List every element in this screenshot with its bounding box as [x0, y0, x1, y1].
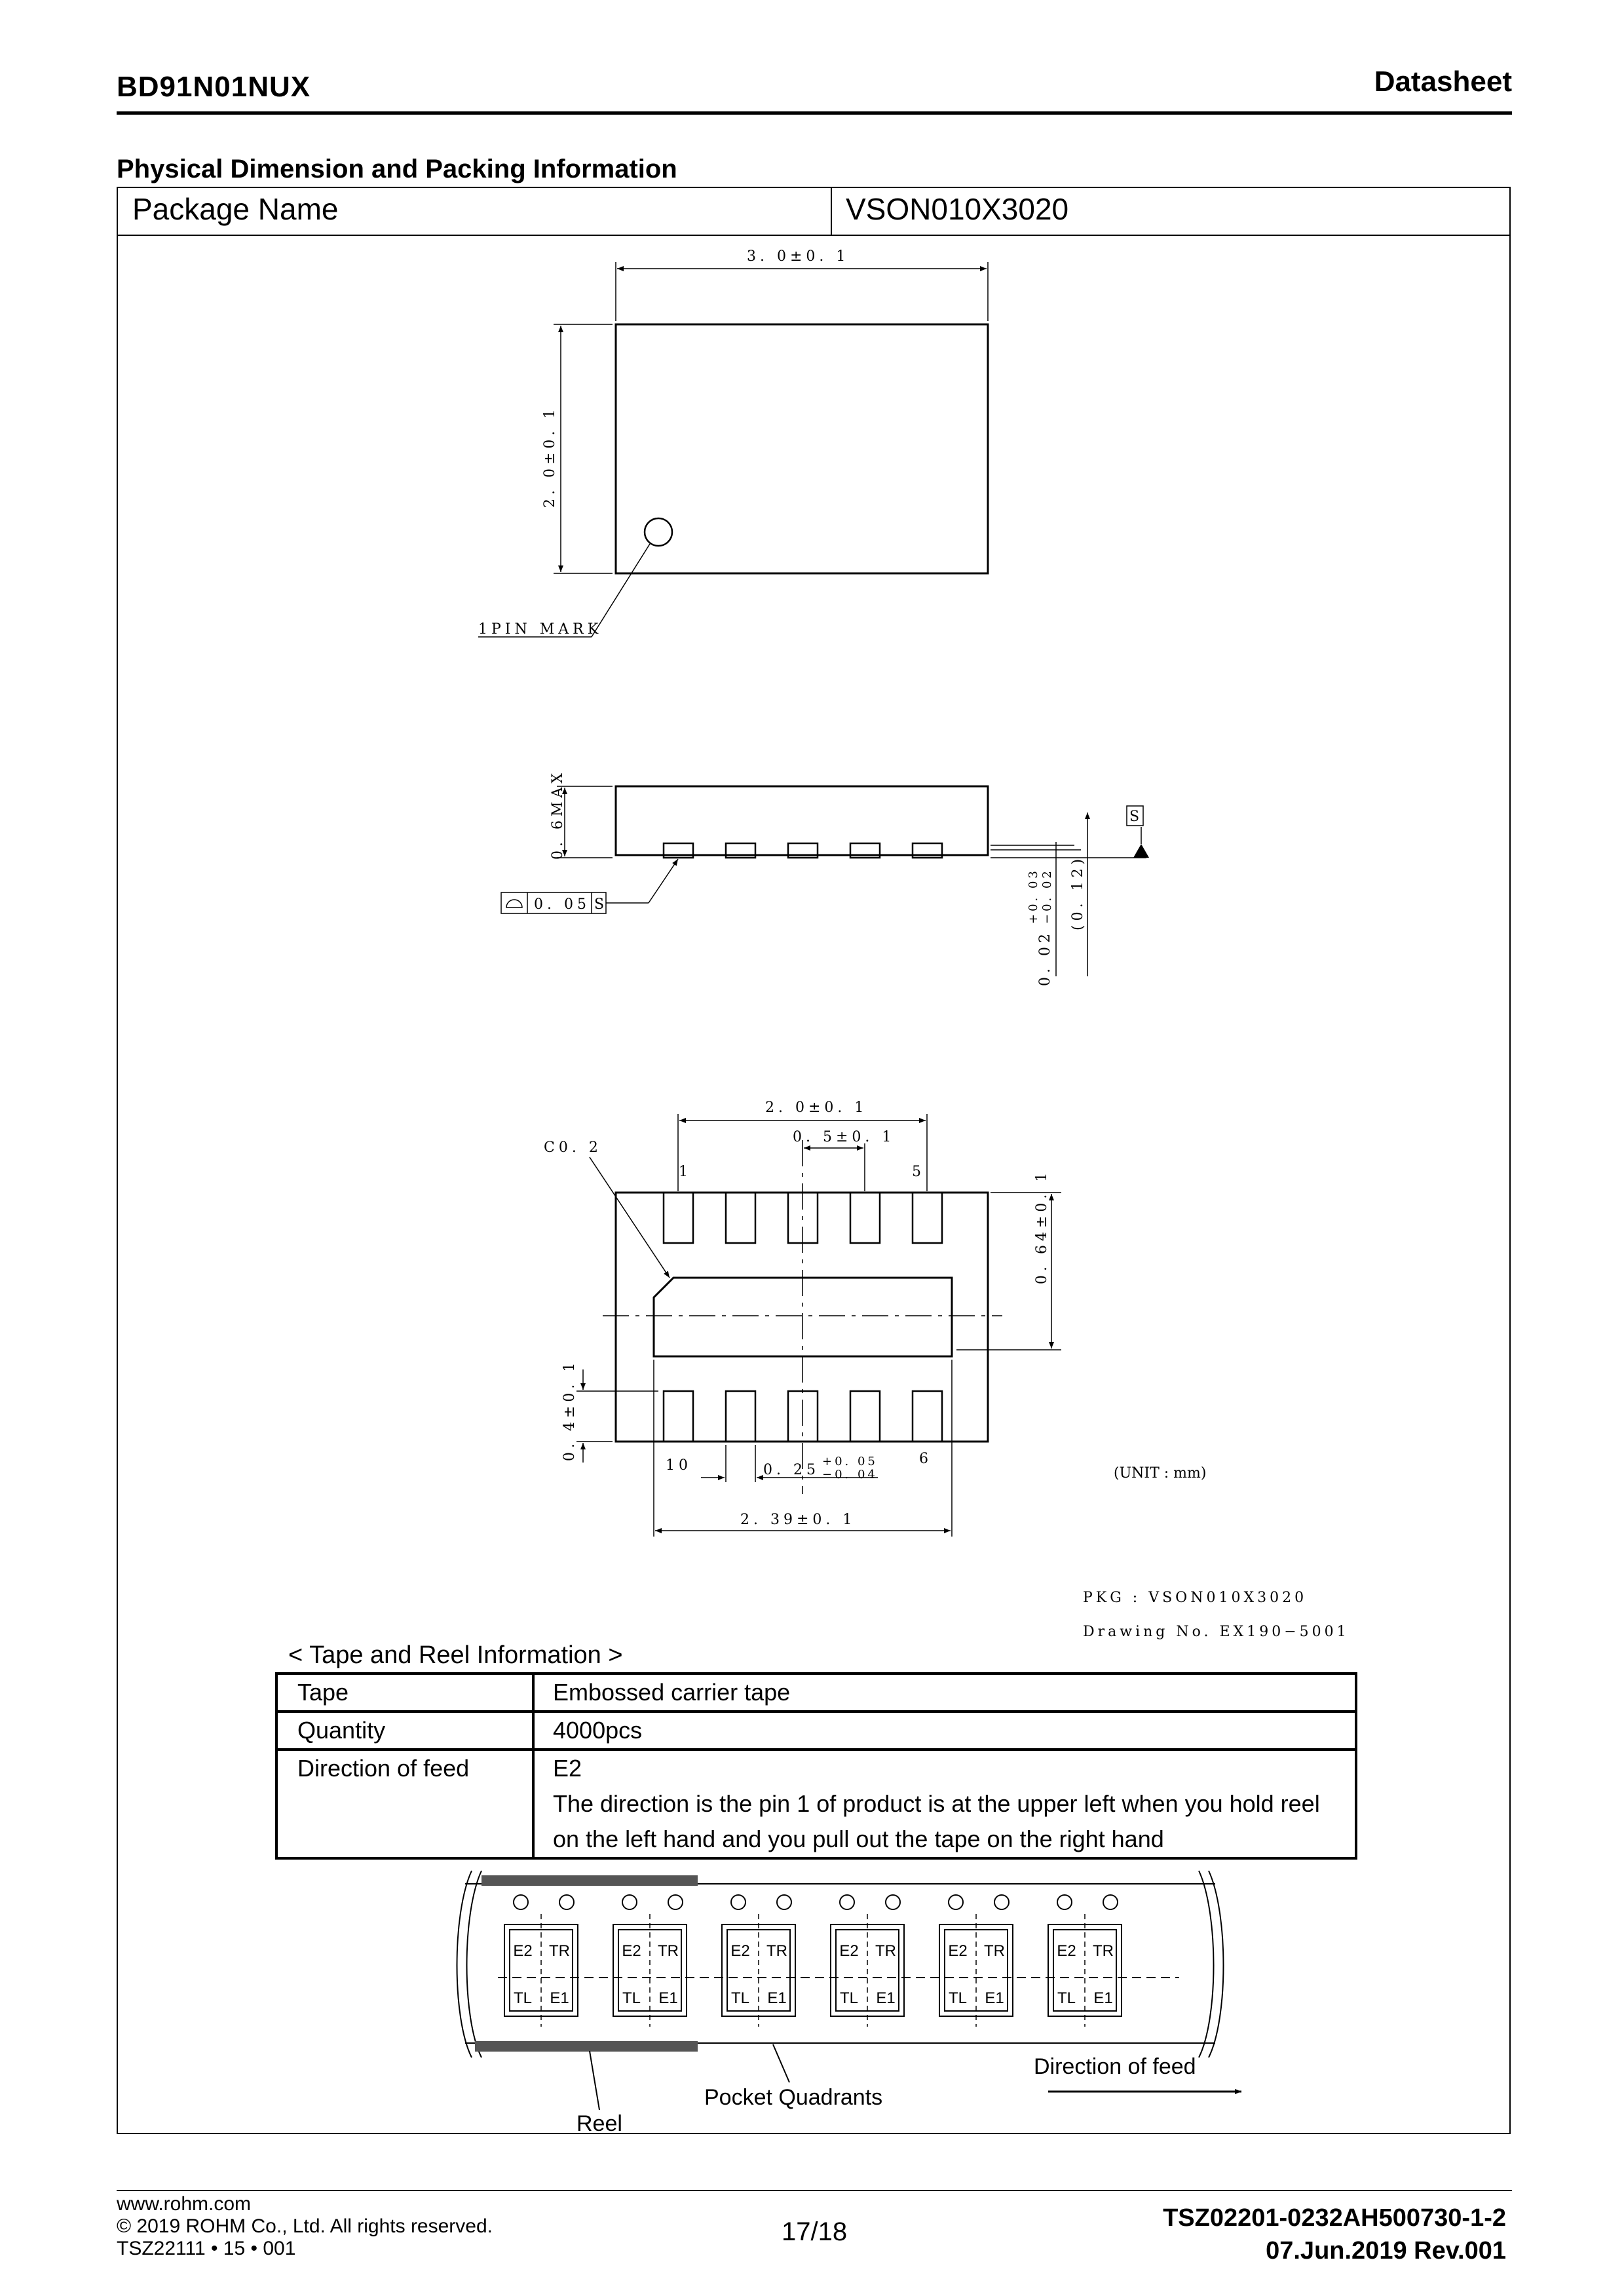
- row-value: Embossed carrier tape: [533, 1674, 1356, 1712]
- reel-label: Reel: [576, 2111, 622, 2136]
- pin1-mark-label: 1PIN MARK: [478, 621, 603, 638]
- sprocket-hole: [949, 1895, 963, 1909]
- document-number: TSZ02201-0232AH500730-1-2: [1163, 2204, 1506, 2232]
- page-number: 17/18: [782, 2217, 848, 2246]
- pin-5-label: 5: [912, 1164, 925, 1180]
- quadrant-e2: E2: [1057, 1942, 1076, 1960]
- footer-rule: [117, 2190, 1512, 2191]
- datum-letter: S: [1129, 809, 1144, 825]
- row-value: E2: [553, 1755, 582, 1782]
- quadrant-tl: TL: [839, 1989, 859, 2007]
- document-date-revision: 07.Jun.2019 Rev.001: [1266, 2237, 1506, 2265]
- quadrant-tr: TR: [875, 1942, 896, 1960]
- height-dim: 2. 0±0. 1: [542, 405, 558, 508]
- sprocket-hole: [777, 1895, 791, 1909]
- sprocket-hole: [622, 1895, 637, 1909]
- quadrant-e2: E2: [948, 1942, 968, 1960]
- direction-of-feed-label: Direction of feed: [1034, 2054, 1196, 2079]
- quadrant-tl: TL: [948, 1989, 968, 2007]
- quadrant-e2: E2: [622, 1942, 641, 1960]
- row-key: Tape: [276, 1674, 533, 1712]
- footer-copyright: © 2019 ROHM Co., Ltd. All rights reserved.: [117, 2215, 493, 2237]
- quadrant-e1: E1: [658, 1989, 678, 2007]
- quadrant-e1: E1: [550, 1989, 569, 2007]
- package-name-value: VSON010X3020: [846, 192, 1069, 226]
- reel-lower-edge: [475, 2041, 698, 2052]
- pad-span-dim: 2. 0±0. 1: [765, 1100, 868, 1116]
- pin-1-label: 1: [679, 1164, 692, 1180]
- quadrant-tr: TR: [984, 1942, 1005, 1960]
- lead-length-dim: 0. 4±0. 1: [561, 1358, 578, 1461]
- row-key: Direction of feed: [276, 1750, 533, 1858]
- sprocket-hole: [994, 1895, 1009, 1909]
- pad-height-dim: 0. 64±0. 1: [1034, 1168, 1050, 1284]
- sprocket-hole: [559, 1895, 574, 1909]
- quadrant-e2: E2: [730, 1942, 750, 1960]
- chamfer-dim: C0. 2: [544, 1139, 602, 1156]
- ref-dim: (0. 12): [1070, 854, 1086, 930]
- quadrant-e2: E2: [839, 1942, 859, 1960]
- lead-width-minus: −0. 04: [822, 1468, 878, 1482]
- exposed-pad-width-dim: 2. 39±0. 1: [740, 1512, 856, 1528]
- standoff-tol-plus: +0. 03: [1027, 868, 1040, 924]
- sprocket-hole: [1103, 1895, 1118, 1909]
- sprocket-hole: [1057, 1895, 1072, 1909]
- tape-reel-title: < Tape and Reel Information >: [288, 1641, 623, 1669]
- package-name-label: Package Name: [132, 192, 339, 226]
- quadrant-e1: E1: [767, 1989, 787, 2007]
- flatness-datum: S: [594, 896, 609, 913]
- flatness-dim: 0. 05: [534, 896, 590, 913]
- sprocket-hole: [840, 1895, 854, 1909]
- reel-upper-edge: [482, 1875, 698, 1886]
- row-note: The direction is the pin 1 of product is at the upper left when you hold reel on the left hand and you pull out the tape on the right hand: [553, 1790, 1320, 1852]
- sprocket-hole: [886, 1895, 900, 1909]
- pitch-dim: 0. 5±0. 1: [793, 1129, 896, 1145]
- quadrant-tr: TR: [766, 1942, 787, 1960]
- drawing-number: Drawing No. EX190−5001: [1083, 1624, 1350, 1640]
- quadrant-tr: TR: [1093, 1942, 1114, 1960]
- unit-label: (UNIT : mm): [1114, 1465, 1207, 1482]
- pocket-group: [504, 1895, 1122, 2027]
- quadrant-tl: TL: [622, 1989, 641, 2007]
- section-title: Physical Dimension and Packing Information: [117, 155, 677, 183]
- row-value: 4000pcs: [533, 1712, 1356, 1750]
- lead-width-plus: +0. 05: [822, 1455, 878, 1468]
- footer-website[interactable]: www.rohm.com: [117, 2193, 252, 2215]
- sprocket-hole: [731, 1895, 746, 1909]
- width-dim: 3. 0±0. 1: [747, 248, 850, 265]
- standoff-dim: 0. 02: [1037, 930, 1053, 986]
- pocket-quadrants-label: Pocket Quadrants: [704, 2085, 883, 2110]
- sprocket-hole: [668, 1895, 683, 1909]
- quadrant-tl: TL: [1057, 1989, 1076, 2007]
- sprocket-hole: [514, 1895, 528, 1909]
- quadrant-e1: E1: [876, 1989, 896, 2007]
- quadrant-tl: TL: [730, 1989, 750, 2007]
- quadrant-tr: TR: [658, 1942, 679, 1960]
- pin-10-label: 10: [666, 1457, 692, 1474]
- quadrant-e1: E1: [1093, 1989, 1113, 2007]
- lead-width-dim: 0. 25: [763, 1462, 820, 1478]
- part-number: BD91N01NUX: [117, 71, 311, 103]
- height-max-dim: 0. 6MAX: [550, 769, 566, 860]
- document-type: Datasheet: [1374, 66, 1512, 98]
- quadrant-tl: TL: [513, 1989, 533, 2007]
- pkg-code: PKG : VSON010X3020: [1083, 1590, 1308, 1606]
- quadrant-e2: E2: [513, 1942, 533, 1960]
- standoff-tol-minus: −0. 02: [1040, 868, 1054, 924]
- pin-6-label: 6: [919, 1451, 932, 1467]
- quadrant-e1: E1: [985, 1989, 1004, 2007]
- quadrant-tr: TR: [549, 1942, 570, 1960]
- row-key: Quantity: [276, 1712, 533, 1750]
- footer-code: TSZ22111 • 15 • 001: [117, 2238, 296, 2259]
